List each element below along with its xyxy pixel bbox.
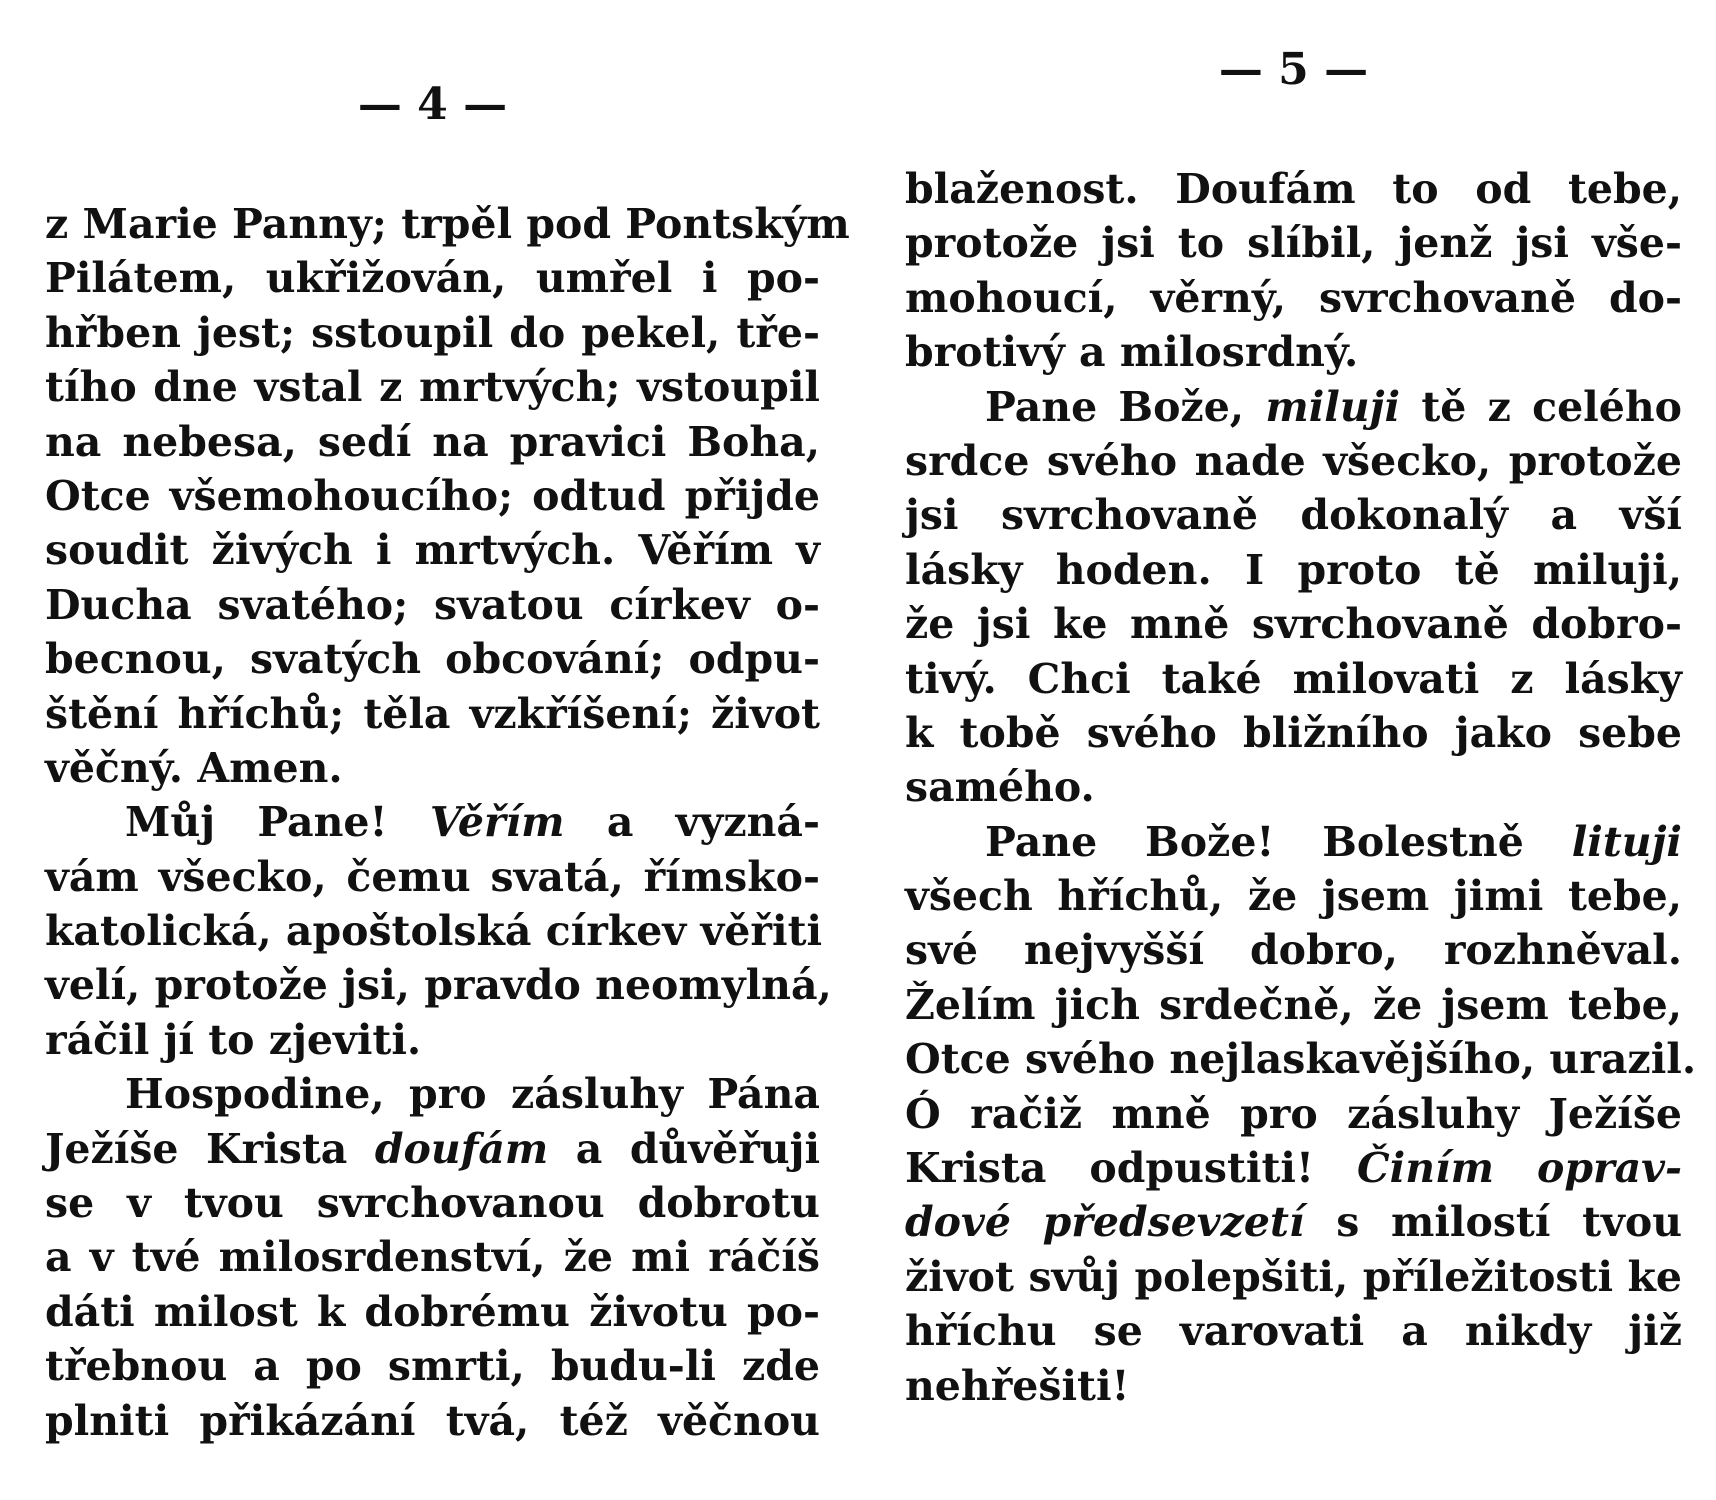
text-line: a v tvé milosrdenství, že mi ráčíš (45, 1233, 820, 1282)
text-line: tího dne vstal z mrtvých; vstoupil (45, 363, 820, 412)
text-line: samého. (905, 763, 1095, 812)
text-line: život svůj polepšiti, příležitosti ke (905, 1252, 1682, 1301)
text-line: vám všecko, čemu svatá, římsko- (45, 852, 820, 901)
text-line: své nejvyšší dobro, rozhněval. (905, 926, 1682, 975)
text-run: a vyzná- (606, 798, 820, 847)
text-line: lásky hoden. I proto tě miluji, (905, 545, 1682, 594)
text-line: brotivý a milosrdný. (905, 328, 1359, 377)
text-line: blaženost. Doufám to od tebe, (905, 165, 1682, 213)
text-line: soudit živých i mrtvých. Věřím v (45, 526, 820, 575)
text-line: plniti přikázání tvá, též věčnou (45, 1396, 820, 1445)
text-line: z Marie Panny; trpěl pod Pontským (45, 200, 850, 248)
text-run: Pane Bože! Bolestně (985, 817, 1524, 866)
text-line: srdce svého nade všecko, protože (905, 436, 1682, 485)
emphasis-word: doufám (374, 1124, 549, 1173)
emphasis-word: miluji (1265, 382, 1401, 431)
text-line: katolická, apoštolská církev věřiti (45, 907, 823, 956)
left-page-number: — 4 — (357, 79, 508, 130)
text-line: všech hříchů, že jsem jimi tebe, (905, 872, 1682, 921)
text-line: protože jsi to slíbil, jenž jsi vše- (905, 219, 1682, 268)
text-line: mohoucí, věrný, svrchovaně do- (905, 273, 1682, 322)
emphasis-word: lituji (1571, 817, 1682, 866)
text-line (905, 1195, 1682, 1249)
text-line: Želím jich srdečně, že jsem tebe, (905, 980, 1682, 1029)
text-line: na nebesa, sedí na pravici Boha, (45, 417, 820, 466)
right-page-number: — 5 — (1218, 44, 1369, 95)
text-run: Můj Pane! (125, 798, 388, 847)
text-line: dáti milost k dobrému životu po- (45, 1287, 820, 1336)
emphasis-word: Činím oprav- (1357, 1144, 1682, 1193)
right-page-text (905, 162, 1697, 1413)
text-line: věčný. Amen. (45, 743, 343, 792)
text-line: becnou, svatých obcování; odpu- (45, 635, 820, 684)
text-run: Pane Bože, (985, 382, 1245, 431)
text-line: nehřešiti! (905, 1361, 1130, 1410)
text-line: Otce svého nejlaskavějšího, urazil. (905, 1035, 1697, 1084)
text-run: Krista odpustiti! (905, 1144, 1314, 1193)
text-line: Otce všemohoucího; odtud přijde (45, 471, 820, 520)
text-line: k tobě svého bližního jako sebe (905, 708, 1682, 757)
emphasis-word: dové předsevzetí (905, 1198, 1305, 1247)
text-line (905, 815, 1682, 869)
text-line (905, 1141, 1682, 1195)
text-line: ráčil jí to zjeviti. (45, 1015, 422, 1064)
text-run: Ježíše Krista (45, 1124, 348, 1173)
text-line: se v tvou svrchovanou dobrotu (45, 1179, 820, 1228)
text-line: štění hříchů; těla vzkříšení; život (45, 689, 820, 738)
text-run: a důvěřuji (575, 1124, 821, 1173)
text-line (45, 795, 820, 849)
text-line: jsi svrchovaně dokonalý a vší (905, 491, 1682, 540)
text-run: s milostí tvou (1336, 1198, 1683, 1247)
text-line: Ducha svatého; svatou církev o- (45, 580, 820, 629)
text-line: velí, protože jsi, pravdo neomylná, (45, 961, 832, 1010)
text-line: Hospodine, pro zásluhy Pána (125, 1070, 820, 1119)
text-run: tě z celého (1421, 382, 1682, 431)
text-line: Pilátem, ukřižován, umřel i po- (45, 254, 820, 303)
emphasis-word: Věřím (429, 798, 565, 847)
text-line: třebnou a po smrti, budu-li zde (45, 1342, 820, 1391)
text-line (905, 380, 1682, 434)
text-line (45, 1122, 820, 1176)
left-page-text (45, 197, 850, 1448)
text-line: hříchu se varovati a nikdy již (905, 1307, 1682, 1356)
text-line: Ó račiž mně pro zásluhy Ježíše (905, 1089, 1682, 1138)
text-line: že jsi ke mně svrchovaně dobro- (905, 600, 1682, 649)
text-line: hřben jest; sstoupil do pekel, tře- (45, 308, 820, 357)
text-line: tivý. Chci také milovati z lásky (905, 654, 1682, 703)
